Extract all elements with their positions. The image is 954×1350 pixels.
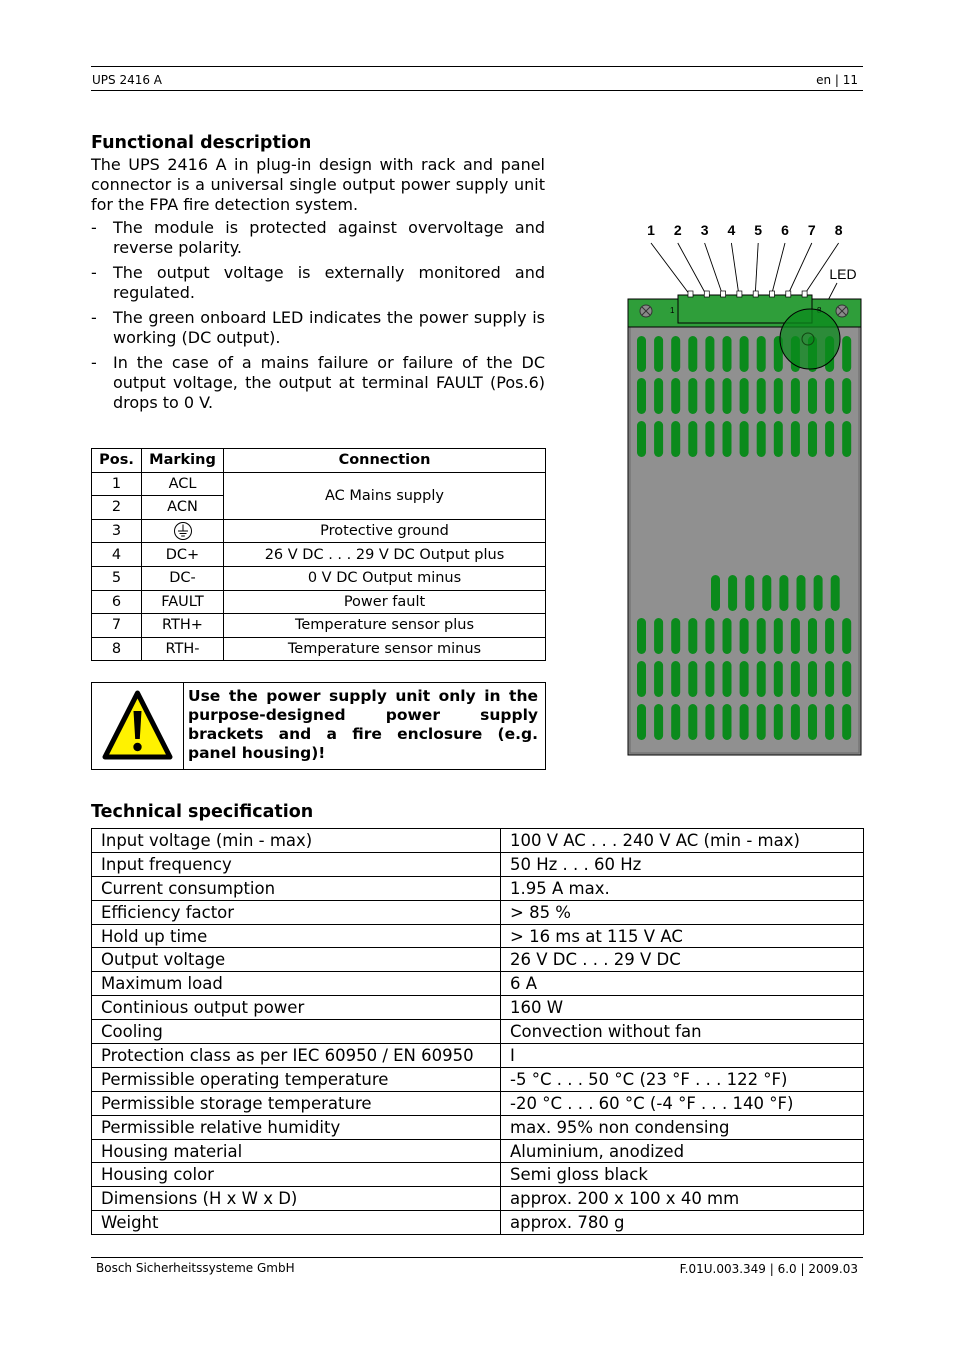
vent-slot (774, 378, 783, 414)
spec-value: Aluminium, anodized (501, 1139, 864, 1163)
vent-slot (637, 421, 646, 457)
cell-connection: Temperature sensor minus (224, 637, 546, 661)
vent-slot (774, 704, 783, 740)
table-row (92, 472, 546, 496)
terminal-pin (770, 291, 775, 297)
cell-connection: AC Mains supply (224, 472, 546, 519)
vent-slot (842, 618, 851, 654)
cell-marking: ACN (142, 496, 224, 520)
screw-right-icon (836, 305, 848, 317)
vent-slot (654, 618, 663, 654)
table-row (92, 996, 864, 1020)
vent-slot (757, 336, 766, 372)
leader-line (678, 243, 707, 295)
cell-connection: Temperature sensor plus (224, 614, 546, 638)
vent-slot (842, 661, 851, 697)
table-row (92, 829, 864, 853)
vent-slot (654, 378, 663, 414)
terminal-number: 7 (807, 222, 816, 238)
table-row (92, 1139, 864, 1163)
vent-slot (637, 618, 646, 654)
vent-slot (728, 575, 737, 611)
vent-slot (774, 618, 783, 654)
warning-text: Use the power supply unit only in the purpose-designed power supply brackets and a fire enclosure (e.g. panel housing)! (188, 687, 538, 762)
vent-slot (723, 661, 732, 697)
spec-value: Semi gloss black (501, 1163, 864, 1187)
vent-slot (808, 618, 817, 654)
vent-slot (705, 618, 714, 654)
spec-value: 6 A (501, 972, 864, 996)
spec-value: approx. 780 g (501, 1211, 864, 1235)
vent-slot (842, 704, 851, 740)
table-row (92, 900, 864, 924)
vent-slot (797, 575, 806, 611)
col-header-marking: Marking (142, 449, 224, 473)
cell-connection: Protective ground (224, 519, 546, 543)
cell-marking: FAULT (142, 590, 224, 614)
terminal-pin (786, 291, 791, 297)
spec-label: Hold up time (92, 924, 501, 948)
spec-label: Output voltage (92, 948, 501, 972)
vent-slot (705, 336, 714, 372)
spec-label: Input voltage (min - max) (92, 829, 501, 853)
table-row (92, 1115, 864, 1139)
cell-connection: Power fault (224, 590, 546, 614)
vent-slot (637, 378, 646, 414)
vent-slot (791, 661, 800, 697)
terminal-number: 4 (727, 222, 736, 238)
vent-slot (688, 378, 697, 414)
tech-heading: Technical specification (91, 802, 314, 822)
bullet-item: - The green onboard LED indicates the power supply is working (DC output). (91, 308, 545, 348)
spec-value: 100 V AC . . . 240 V AC (min - max) (501, 829, 864, 853)
spec-label: Protection class as per IEC 60950 / EN 60950 (92, 1044, 501, 1068)
spec-label: Permissible storage temperature (92, 1091, 501, 1115)
functional-heading: Functional description (91, 133, 312, 153)
header-product: UPS 2416 A (92, 73, 163, 87)
footer-company: Bosch Sicherheitssysteme GmbH (96, 1261, 295, 1275)
table-row (92, 1163, 864, 1187)
vent-slot (740, 421, 749, 457)
vent-slot (637, 336, 646, 372)
vent-slot (711, 575, 720, 611)
spec-label: Dimensions (H x W x D) (92, 1187, 501, 1211)
vent-slot (842, 336, 851, 372)
col-header-connection: Connection (224, 449, 546, 473)
table-row (92, 1187, 864, 1211)
bullet-item: - The output voltage is externally monitored and regulated. (91, 263, 545, 303)
vent-slot (688, 704, 697, 740)
vent-slot (791, 618, 800, 654)
device-diagram (620, 215, 870, 760)
vent-slot (688, 661, 697, 697)
spec-value: 1.95 A max. (501, 876, 864, 900)
led-indicator (780, 309, 840, 369)
vent-slot (654, 704, 663, 740)
cell-connection: 26 V DC . . . 29 V DC Output plus (224, 543, 546, 567)
cell-pos: 7 (92, 614, 142, 638)
cell-pos: 8 (92, 637, 142, 661)
vent-slot (671, 618, 680, 654)
table-row (92, 519, 546, 543)
terminal-pin (721, 291, 726, 297)
terminal-number: 5 (754, 222, 763, 238)
vent-slot (671, 421, 680, 457)
screw-left-icon (640, 305, 652, 317)
leader-line (731, 243, 739, 295)
vent-slot (705, 704, 714, 740)
vent-slot (825, 618, 834, 654)
vent-slot (825, 661, 834, 697)
cell-pos: 2 (92, 496, 142, 520)
table-header-row (92, 449, 546, 473)
table-row (92, 876, 864, 900)
connector-label-start: 1 (670, 306, 675, 315)
vent-slot (723, 704, 732, 740)
vent-slot (688, 421, 697, 457)
cell-pos: 4 (92, 543, 142, 567)
vent-slot (723, 378, 732, 414)
vent-slot (654, 336, 663, 372)
vent-slot (791, 378, 800, 414)
leader-line (705, 243, 723, 295)
vent-slot (791, 704, 800, 740)
led-label: LED (829, 266, 857, 282)
vent-slot (688, 336, 697, 372)
spec-label: Maximum load (92, 972, 501, 996)
terminal-pin (802, 291, 807, 297)
vent-slot (723, 336, 732, 372)
vent-slot (723, 421, 732, 457)
vent-slot (757, 378, 766, 414)
vent-slot (757, 618, 766, 654)
functional-bullets (91, 218, 545, 418)
vent-slot (814, 575, 823, 611)
vent-slot (825, 378, 834, 414)
table-row (92, 590, 546, 614)
vent-slot (705, 378, 714, 414)
vent-slot (740, 704, 749, 740)
terminal-pin (753, 291, 758, 297)
spec-label: Efficiency factor (92, 900, 501, 924)
table-row (92, 614, 546, 638)
table-row (92, 1020, 864, 1044)
vent-slot (842, 421, 851, 457)
vent-slot (740, 336, 749, 372)
vent-slot (842, 378, 851, 414)
terminal-number: 6 (781, 222, 789, 238)
cell-pos: 3 (92, 519, 142, 543)
vent-slot (745, 575, 754, 611)
vent-slot (774, 421, 783, 457)
leader-line (651, 243, 690, 295)
functional-intro: The UPS 2416 A in plug-in design with rack and panel connector is a universal single output power supply unit for the FPA fire detection system. (91, 155, 545, 214)
vent-slot (762, 575, 771, 611)
vent-slot (808, 704, 817, 740)
table-row (92, 1067, 864, 1091)
spec-value: -20 °C . . . 60 °C (-4 °F . . . 140 °F) (501, 1091, 864, 1115)
bullet-item: - In the case of a mains failure or failure of the DC output voltage, the output at terminal FAULT (Pos.6) drops to 0 V. (91, 353, 545, 413)
vent-slot (808, 378, 817, 414)
cell-pos: 6 (92, 590, 142, 614)
terminal-pin (737, 291, 742, 297)
spec-value: 50 Hz . . . 60 Hz (501, 852, 864, 876)
vent-slot (740, 661, 749, 697)
table-row (92, 543, 546, 567)
vent-slot (825, 421, 834, 457)
table-row (92, 852, 864, 876)
vent-slot (825, 704, 834, 740)
spec-value: I (501, 1044, 864, 1068)
cell-pos: 5 (92, 566, 142, 590)
vent-slot (671, 704, 680, 740)
cell-marking: RTH+ (142, 614, 224, 638)
cell-marking: DC- (142, 566, 224, 590)
cell-marking: RTH- (142, 637, 224, 661)
spec-label: Housing color (92, 1163, 501, 1187)
spec-value: > 85 % (501, 900, 864, 924)
vent-slot (654, 421, 663, 457)
vent-slot (671, 661, 680, 697)
vent-slot (705, 421, 714, 457)
spec-value: Convection without fan (501, 1020, 864, 1044)
vent-slot (637, 661, 646, 697)
spec-value: max. 95% non condensing (501, 1115, 864, 1139)
spec-value: > 16 ms at 115 V AC (501, 924, 864, 948)
table-row (92, 924, 864, 948)
footer-rule (91, 1257, 863, 1258)
footer-doc-id: F.01U.003.349 | 6.0 | 2009.03 (679, 1262, 858, 1276)
ground-symbol-icon (173, 521, 193, 541)
vent-slot (808, 661, 817, 697)
vent-slot (637, 704, 646, 740)
spec-label: Permissible operating temperature (92, 1067, 501, 1091)
vent-slot (688, 618, 697, 654)
spec-label: Current consumption (92, 876, 501, 900)
cell-connection: 0 V DC Output minus (224, 566, 546, 590)
terminal-table (91, 448, 546, 661)
header-top-rule (91, 66, 863, 67)
vent-slot (723, 618, 732, 654)
vent-slot (740, 378, 749, 414)
terminal-number: 3 (700, 222, 709, 238)
leader-line (755, 243, 758, 295)
vent-slot (757, 421, 766, 457)
spec-label: Input frequency (92, 852, 501, 876)
leader-lines (651, 243, 839, 295)
vent-slot (654, 661, 663, 697)
spec-value: approx. 200 x 100 x 40 mm (501, 1187, 864, 1211)
warning-triangle-icon (92, 683, 183, 769)
terminal-pin (704, 291, 709, 297)
spec-label: Permissible relative humidity (92, 1115, 501, 1139)
spec-value: 26 V DC . . . 29 V DC (501, 948, 864, 972)
spec-value: -5 °C . . . 50 °C (23 °F . . . 122 °F) (501, 1067, 864, 1091)
tech-spec-table (91, 828, 864, 1235)
terminal-pin (688, 291, 693, 297)
bullet-item: - The module is protected against overvoltage and reverse polarity. (91, 218, 545, 258)
cell-marking: DC+ (142, 543, 224, 567)
vent-slot (831, 575, 840, 611)
cell-pos: 1 (92, 472, 142, 496)
vent-slot (774, 661, 783, 697)
vent-slot (779, 575, 788, 611)
warning-box (91, 682, 546, 770)
col-header-pos: Pos. (92, 449, 142, 473)
leader-line (788, 243, 812, 295)
cell-marking: ACL (142, 472, 224, 496)
table-row (92, 566, 546, 590)
table-row (92, 1211, 864, 1235)
table-row (92, 1091, 864, 1115)
table-row (92, 948, 864, 972)
cell-marking (142, 519, 224, 543)
table-row (92, 1044, 864, 1068)
terminal-number: 8 (834, 222, 843, 238)
spec-label: Continious output power (92, 996, 501, 1020)
vent-slot (791, 421, 800, 457)
terminal-number: 1 (647, 222, 655, 238)
vent-slot (671, 336, 680, 372)
header-page-number: en | 11 (816, 73, 858, 87)
terminal-number-labels (647, 222, 843, 238)
terminal-number: 2 (673, 222, 682, 238)
spec-value: 160 W (501, 996, 864, 1020)
vent-slot (757, 704, 766, 740)
header-bottom-rule (91, 90, 863, 91)
spec-label: Housing material (92, 1139, 501, 1163)
table-row (92, 972, 864, 996)
leader-line (772, 243, 786, 295)
vent-slot (705, 661, 714, 697)
vent-slot (671, 378, 680, 414)
vent-slot (808, 421, 817, 457)
vent-slot (740, 618, 749, 654)
vent-slot (757, 661, 766, 697)
table-row (92, 637, 546, 661)
spec-label: Weight (92, 1211, 501, 1235)
spec-label: Cooling (92, 1020, 501, 1044)
